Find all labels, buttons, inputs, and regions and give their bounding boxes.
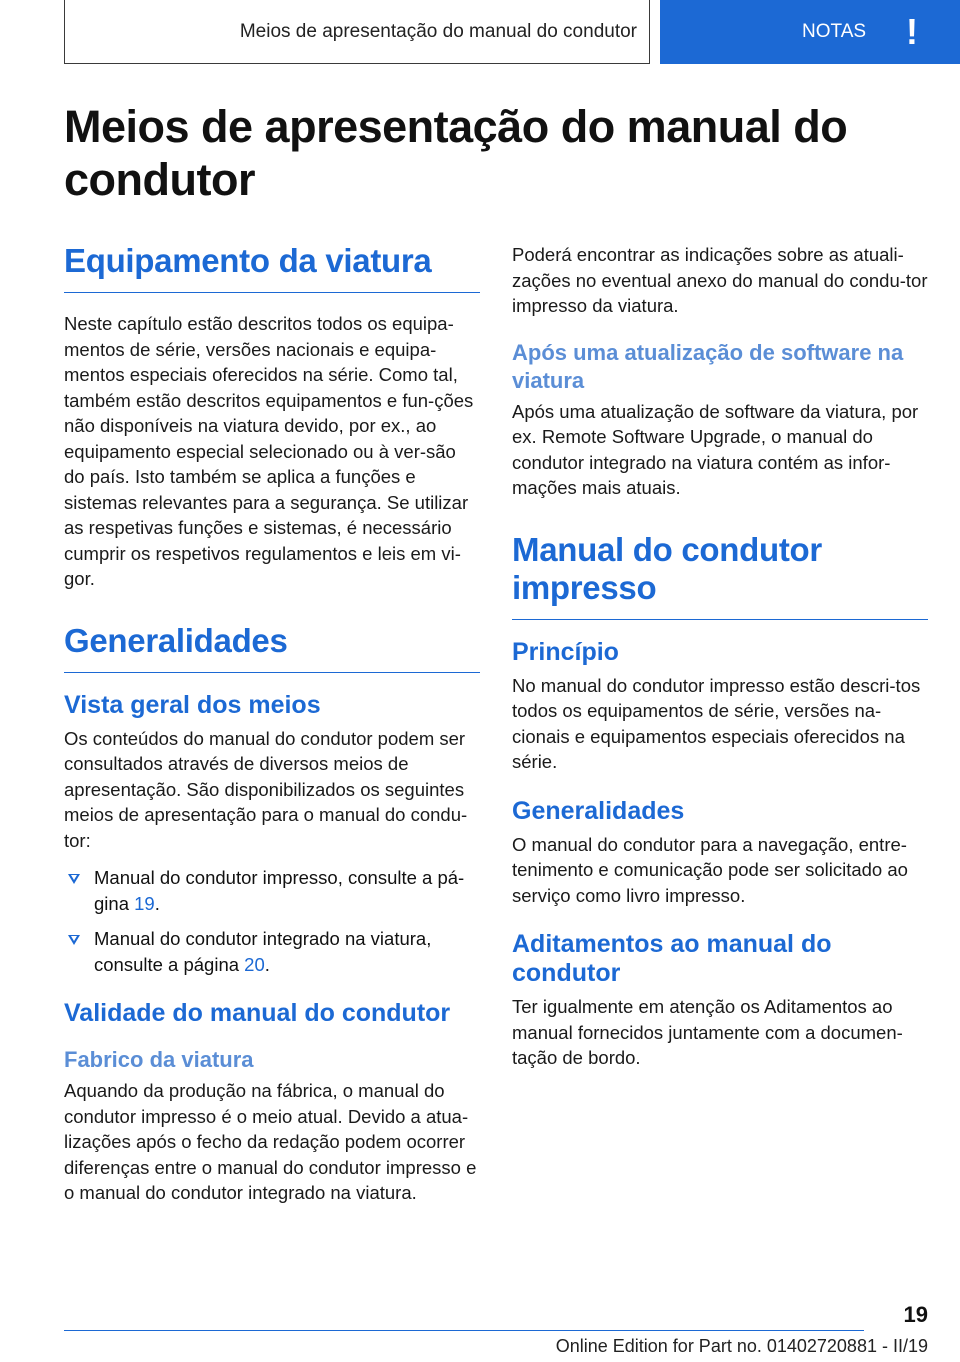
media-list (64, 865, 480, 977)
software-text: Após uma atualização de software da viatura, por ex. Remote Software Upgrade, o manual do condutor integrado na viatura contém as infor-mações mais atuais. (512, 400, 919, 498)
overview-text: Os conteúdos do manual do condutor podem ser consultados através de diversos meios de apresentação. São disponibilizados os seguintes meios de apresentação para o manual do condu-tor: (64, 727, 468, 851)
addenda-text: Ter igualmente em atenção os Aditamentos ao manual fornecidos juntamente com a documen-tação de bordo. (512, 996, 903, 1068)
principle-text: No manual do condutor impresso estão descri-tos todos os equipamentos de série, versões na-cionais e equipamentos especiais oferecidos na série. (512, 674, 921, 772)
page-title: Meios de apresentação do manual do condutor (64, 101, 848, 206)
header-section-title: Meios de apresentação do manual do condutor (239, 20, 637, 42)
right-column (512, 242, 928, 1071)
printed-manual-heading: Manual do condutor impresso (512, 531, 928, 620)
running-header (64, 0, 650, 64)
general-text: O manual do condutor para a navegação, entre-tenimento e comunicação pode ser solicitado ao serviço como livro impresso. (512, 833, 908, 906)
footer-divider (64, 1330, 864, 1331)
page-number: 19 (903, 1302, 928, 1327)
notes-label: NOTAS (802, 21, 867, 42)
intro-text: Poderá encontrar as indicações sobre as atuali-zações no eventual anexo do manual do condu-tor impresso da viatura. (512, 244, 928, 316)
list-item-text: Manual do condutor integrado na viatura, consulte a página (94, 928, 432, 975)
list-item-text: Manual do condutor impresso, consulte a pá-gina (94, 867, 465, 914)
triangle-bullet-icon (68, 874, 80, 884)
exclamation-icon: ! (906, 11, 918, 52)
principle-heading: Princípio (512, 637, 619, 666)
factory-text: Aquando da produção na fábrica, o manual do condutor impresso é o meio atual. Devido a atua-lizações após o fecho da redação podem ocorrer diferenças entre o manual do condutor impresso e o manual do condutor integrado na viatura. (64, 1080, 477, 1203)
list-item-suffix: . (154, 892, 160, 914)
notes-tab[interactable] (660, 0, 960, 64)
overview-heading: Vista geral dos meios (64, 690, 321, 719)
factory-heading: Fabrico da viatura (64, 1047, 254, 1072)
software-heading: Após uma atualização de software na viatura (512, 339, 904, 393)
edition-footer: Online Edition for Part no. 01402720881 - II/19 (555, 1336, 928, 1356)
list-item (64, 865, 480, 916)
left-column (64, 242, 480, 1206)
validity-heading: Validade do manual do condutor (64, 999, 451, 1027)
equipment-heading: Equipamento da viatura (64, 242, 480, 293)
general-heading: Generalidades (64, 622, 480, 673)
page-link[interactable]: 20 (244, 953, 265, 975)
list-item (64, 926, 480, 977)
page-link[interactable]: 19 (134, 892, 155, 914)
general-heading-right: Generalidades (512, 796, 685, 825)
addenda-heading: Aditamentos ao manual do condutor (512, 930, 832, 987)
list-item-suffix: . (264, 953, 270, 975)
equipment-text: Neste capítulo estão descritos todos os equipa-mentos de série, versões nacionais e equipa-mentos especiais oferecidos na série. Como tal, também estão descritos equipamentos e fun-ções não disponíveis na viatura devido, por ex., ao equipamento especial selecionado ou à ver-são do país. Isto também se aplica a funções e sistemas relevantes para a segurança. Se utilizar as respetivas funções e sistemas, é necessário cumprir os respetivos regulamentos e leis em vi-gor. (64, 313, 474, 589)
triangle-bullet-icon (68, 935, 80, 945)
